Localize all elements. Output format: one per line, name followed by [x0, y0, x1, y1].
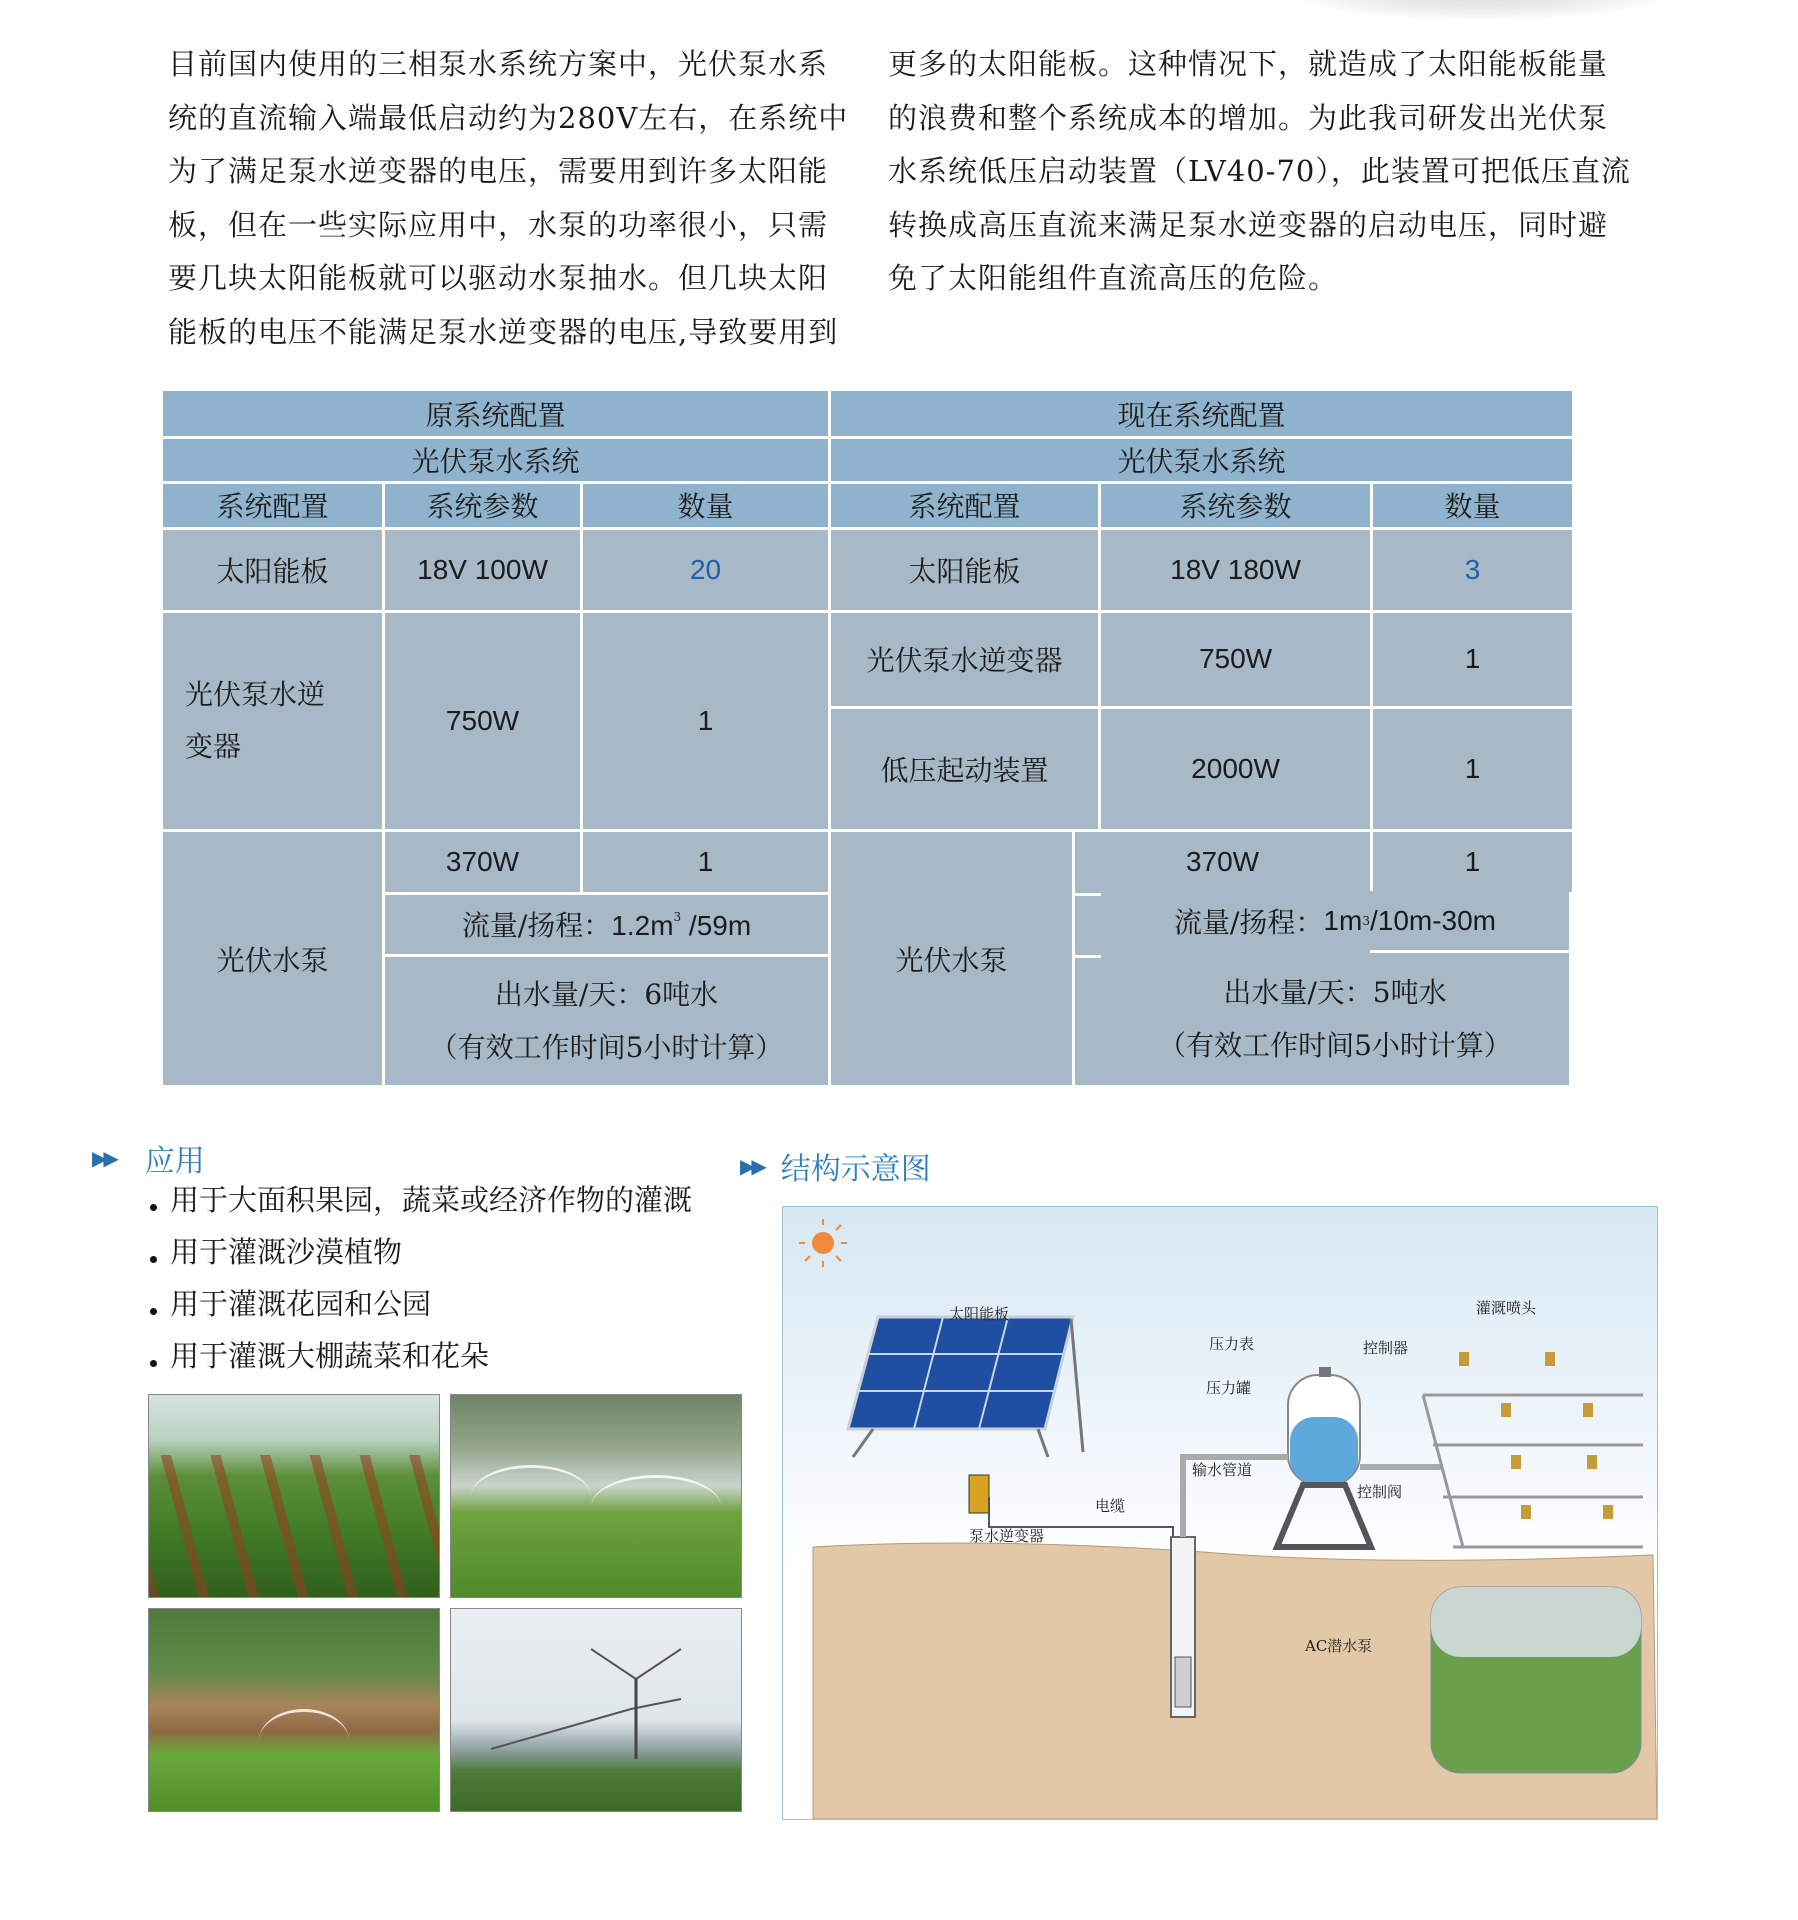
list-item: 用于灌溉花园和公园: [150, 1282, 692, 1334]
new-pump-param: 370W: [1074, 832, 1370, 894]
new-pump-qty: 1: [1372, 831, 1574, 893]
application-list: [150, 1178, 692, 1386]
label-cable: 电缆: [1095, 1497, 1126, 1515]
new-booster-qty: 1: [1372, 708, 1574, 831]
structure-title: 结构示意图: [780, 1152, 931, 1187]
application-title: 应用: [144, 1144, 205, 1179]
orig-inverter-line: 光伏泵水逆: [185, 677, 326, 711]
orig-panel-qty: 20: [582, 528, 830, 611]
label-sprinkler: 灌溉喷头: [1476, 1299, 1537, 1317]
new-inverter-name: 光伏泵水逆变器: [830, 611, 1100, 708]
orig-pump-name: 光伏水泵: [162, 831, 384, 1087]
intro-line: 板，但在一些实际应用中，水泵的功率很小，只需: [168, 207, 829, 242]
list-item: 用于灌溉大棚蔬菜和花朵: [150, 1334, 692, 1386]
intro-line: 水系统低压启动装置（LV40-70），此装置可把低压直流: [888, 154, 1631, 188]
center-pivot-irrigation-photo: [450, 1608, 742, 1812]
flow-unit-sup: 3: [1362, 913, 1370, 928]
orig-inverter-line: 变器: [185, 729, 242, 763]
flow-label: 流量/扬程：: [1173, 905, 1324, 939]
orig-pump-qty: 1: [582, 831, 830, 893]
orig-config-title: 原系统配置: [162, 390, 830, 438]
solar-panel-array: [848, 1317, 1083, 1457]
col-header-qty: 数量: [1372, 482, 1574, 528]
orig-system-name: 光伏泵水系统: [162, 438, 830, 482]
label-pressure-gauge: 压力表: [1209, 1335, 1255, 1353]
structure-section-title: [740, 1144, 931, 1188]
orig-daily-output: [384, 956, 830, 1087]
flow-value: 1.2m: [611, 910, 674, 942]
orig-inverter-param: 750W: [384, 611, 582, 831]
col-header-config: 系统配置: [162, 482, 384, 528]
orig-flow-head: [384, 893, 830, 955]
orig-inverter-name: [162, 611, 384, 831]
col-header-config: 系统配置: [830, 482, 1100, 528]
sun-icon: [812, 1232, 834, 1254]
new-pump-subtable: [831, 832, 1370, 1085]
new-config-title: 现在系统配置: [830, 390, 1574, 438]
intro-line: 更多的太阳能板。这种情况下，就造成了太阳能板能量: [888, 47, 1609, 81]
output-line: 出水量/天：6吨水: [494, 978, 719, 1011]
intro-line: 的浪费和整个系统成本的增加。为此我司研发出光伏泵: [888, 100, 1609, 135]
double-arrow-icon: ▶▶: [92, 1146, 115, 1170]
flow-head-value: /10m-30m: [1369, 904, 1497, 936]
intro-line: 为了满足泵水逆变器的电压，需要用到许多太阳能: [168, 154, 829, 188]
application-section-title: [92, 1136, 205, 1180]
new-system-name: 光伏泵水系统: [830, 438, 1574, 482]
flow-label: 流量/扬程：: [461, 909, 612, 943]
new-booster-param: 2000W: [1100, 708, 1372, 831]
submersible-pump: [1175, 1657, 1191, 1707]
label-solar-panel: 太阳能板: [949, 1305, 1010, 1323]
flow-value: 1m: [1323, 904, 1363, 936]
intro-line: 免了太阳能组件直流高压的危险。: [888, 261, 1339, 295]
intro-line: 能板的电压不能满足泵水逆变器的电压,导致要用到: [168, 314, 839, 349]
col-header-param: 系统参数: [384, 482, 582, 528]
pivot-frame: [451, 1609, 741, 1811]
new-pump-name: 光伏水泵: [831, 832, 1074, 1085]
list-item: 用于大面积果园，蔬菜或经济作物的灌溉: [150, 1178, 692, 1230]
new-inverter-qty: 1: [1372, 611, 1574, 708]
system-structure-diagram: [782, 1206, 1658, 1820]
park-sprinkler-photo: [450, 1394, 742, 1598]
new-inverter-param: 750W: [1100, 611, 1372, 708]
intro-line: 转换成高压直流来满足泵水逆变器的启动电压，同时避: [888, 207, 1609, 242]
label-pipe: 输水管道: [1192, 1461, 1253, 1479]
intro-paragraph-left: [168, 38, 858, 359]
flow-head-value: /59m: [681, 910, 752, 942]
output-note: （有效工作时间5小时计算）: [1158, 1029, 1512, 1062]
double-arrow-icon: ▶▶: [740, 1154, 763, 1178]
label-control-valve: 控制阀: [1357, 1483, 1403, 1501]
decorative-corner-shadow: [1290, 0, 1670, 20]
new-panel-param: 18V 180W: [1100, 528, 1372, 611]
intro-line: 目前国内使用的三相泵水系统方案中，光伏泵水系: [168, 47, 829, 81]
output-line: 出水量/天：5吨水: [1223, 976, 1447, 1009]
system-comparison-table: [160, 388, 1575, 1088]
orig-panel-name: 太阳能板: [162, 528, 384, 611]
new-booster-name: 低压起动装置: [830, 708, 1100, 831]
label-ac-pump: AC潜水泵: [1305, 1637, 1373, 1655]
output-note: （有效工作时间5小时计算）: [429, 1031, 784, 1064]
list-item: 用于灌溉沙漠植物: [150, 1230, 692, 1282]
orig-panel-param: 18V 100W: [384, 528, 582, 611]
sprinkler-rack: [1423, 1395, 1643, 1547]
intro-line: 要几块太阳能板就可以驱动水泵抽水。但几块太阳: [168, 261, 829, 295]
pressure-tank: [1277, 1367, 1371, 1547]
intro-line: 统的直流输入端最低启动约为280V左右，在系统中: [168, 100, 849, 135]
greenhouse-vegetables-photo: [148, 1394, 440, 1598]
inverter-box: [969, 1475, 989, 1513]
orig-inverter-qty: 1: [582, 611, 830, 831]
label-pump-inverter: 泵水逆变器: [969, 1527, 1045, 1545]
intro-paragraph-right: [888, 38, 1648, 306]
col-header-param: 系统参数: [1100, 482, 1372, 528]
col-header-qty: 数量: [582, 482, 830, 528]
label-pressure-tank: 压力罐: [1206, 1379, 1252, 1397]
flow-unit-sup: 3: [673, 910, 682, 925]
label-controller: 控制器: [1363, 1339, 1409, 1357]
garden-sprinkler-photo: [148, 1608, 440, 1812]
new-panel-qty: 3: [1372, 528, 1574, 611]
new-pump-cell: [830, 831, 1372, 1087]
orig-pump-param: 370W: [384, 831, 582, 893]
new-panel-name: 太阳能板: [830, 528, 1100, 611]
